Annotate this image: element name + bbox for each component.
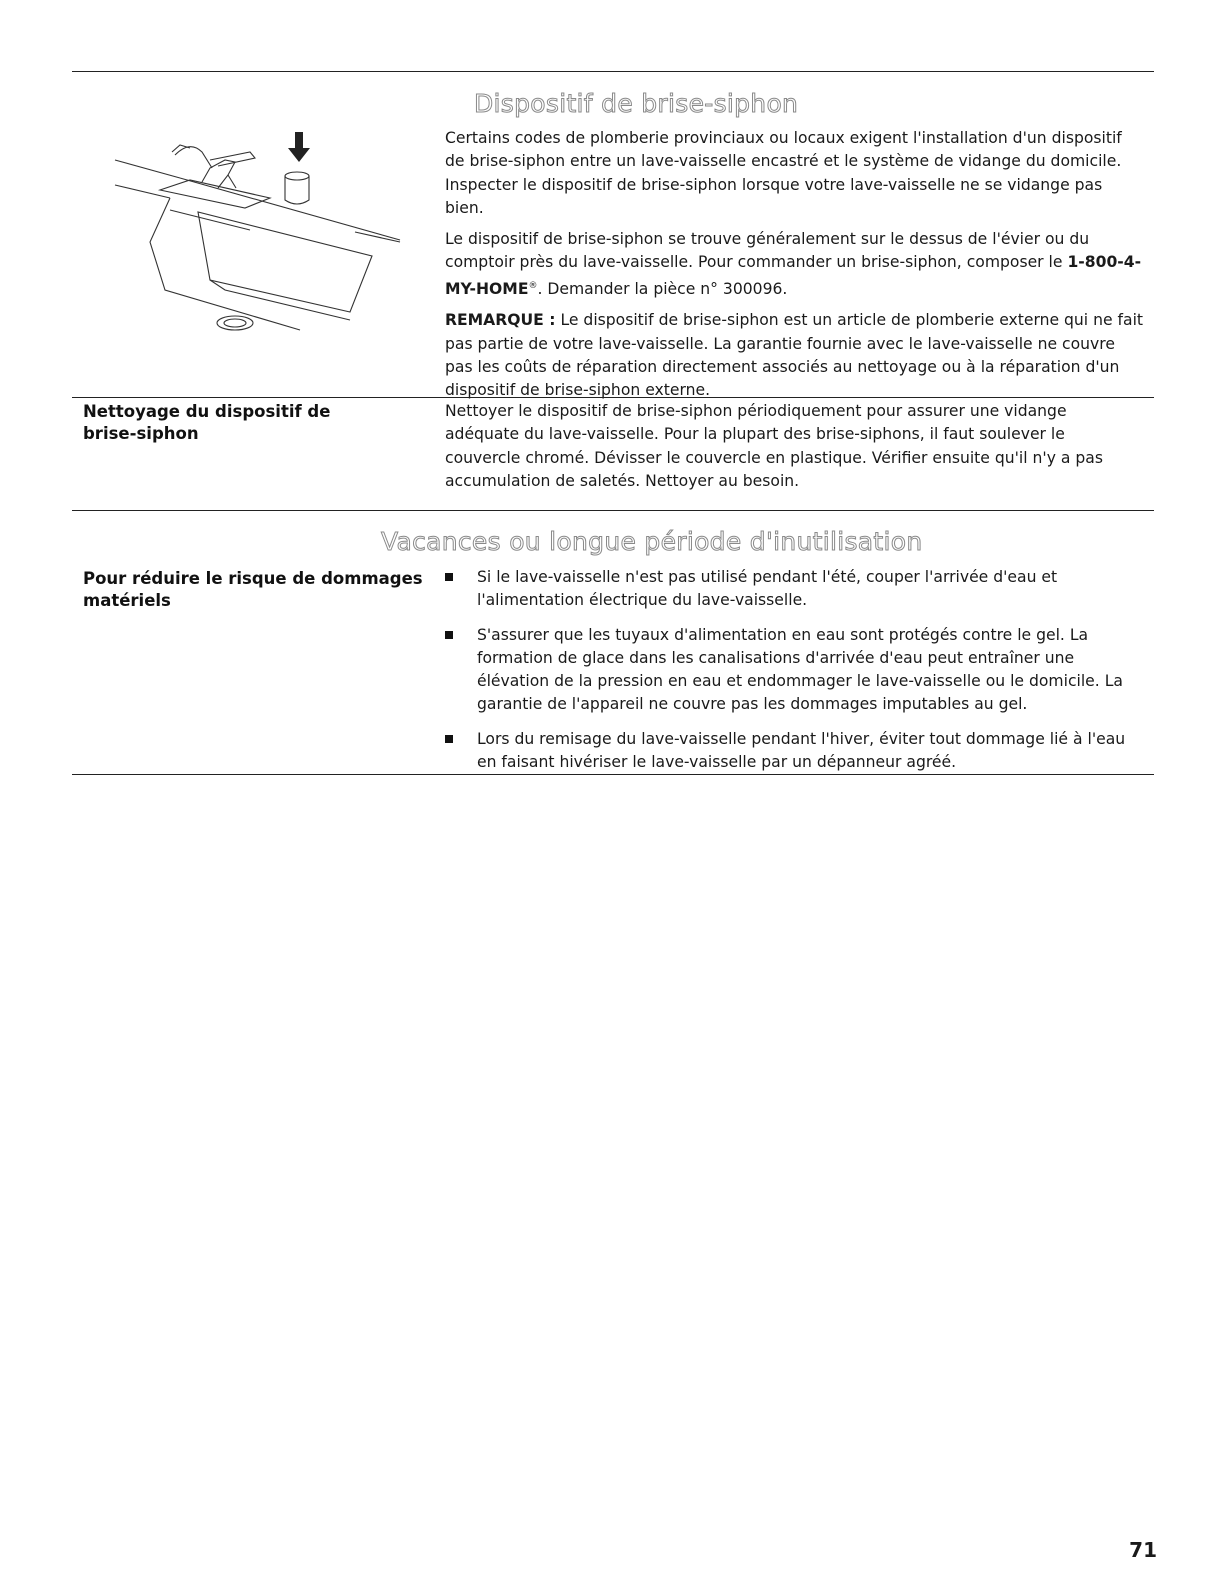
note-paragraph: [445, 309, 1145, 402]
air-gap-para-2: [445, 228, 1145, 301]
air-gap-description: [445, 127, 1145, 410]
section-title-air-gap: Dispositif de brise-siphon: [474, 89, 799, 118]
vacation-rule: [72, 510, 1154, 511]
note-text: Le dispositif de brise-siphon est un article de plomberie externe qui ne fait pas partie de votre lave-vaisselle. La garantie fournie avec le lave-vaisselle ne couvre pas les coûts de réparation directement associés au nettoyage ou à la réparation d'un dispositif de brise-siphon externe.: [445, 311, 1144, 400]
top-rule: [72, 71, 1154, 72]
page-number: 71: [1129, 1538, 1157, 1562]
bullet-square-icon: [445, 735, 453, 743]
cleaning-description: [445, 400, 1145, 501]
air-gap-para-1: Certains codes de plomberie provinciaux ou locaux exigent l'installation d'un dispositif de brise-siphon entre un lave-vaisselle encastré et le système de vidange du domicile. Inspecter le dispositif de brise-siphon lorsque votre lave-vaisselle ne se vidange pas bien.: [445, 129, 1122, 217]
vacation-bullets: [445, 566, 1145, 785]
bullet-text: S'assurer que les tuyaux d'alimentation en eau sont protégés contre le gel. La formation de glace dans les canalisations d'arrivée d'eau peut entraîner une élévation de la pression en eau et endommager le lave-vaisselle ou le domicile. La garantie de l'appareil ne couvre pas les dommages imputables au gel.: [477, 625, 1123, 714]
cleaning-heading: Nettoyage du dispositif de brise-siphon: [83, 402, 331, 443]
section-title-vacation: Vacances ou longue période d'inutilisation: [381, 527, 923, 556]
registered-mark: ®: [528, 280, 538, 291]
bullet-square-icon: [445, 631, 453, 639]
bullet-text: Lors du remisage du lave-vaisselle pendant l'hiver, éviter tout dommage lié à l'eau en faisant hivériser le lave-vaisselle par un dépanneur agréé.: [477, 729, 1126, 772]
bullet-text: Si le lave-vaisselle n'est pas utilisé pendant l'été, couper l'arrivée d'eau et l'alimentation électrique du lave-vaisselle.: [477, 568, 1058, 610]
air-gap-para-2-text: Le dispositif de brise-siphon se trouve généralement sur le dessus de l'évier ou du comptoir près du lave-vaisselle. Pour commander un brise-siphon, composer le: [445, 230, 1090, 272]
bottom-rule: [72, 774, 1154, 775]
cleaning-rule: [72, 397, 1154, 398]
note-label: REMARQUE :: [445, 311, 556, 330]
list-item: [445, 566, 1145, 613]
phone-number: 1-800-4-MY-HOME: [445, 253, 1142, 298]
list-item: [445, 728, 1145, 775]
sink-air-gap-illustration: [110, 130, 410, 350]
vacation-heading: Pour réduire le risque de dommages matériels: [83, 569, 423, 610]
bullet-square-icon: [445, 573, 453, 581]
list-item: [445, 624, 1145, 717]
part-number-text: . Demander la pièce n° 300096.: [537, 279, 788, 298]
cleaning-text: Nettoyer le dispositif de brise-siphon périodiquement pour assurer une vidange adéquate du lave-vaisselle. Pour la plupart des brise-siphons, il faut soulever le couvercle chromé. Dévisser le couvercle en plastique. Vérifier ensuite qu'il n'y a pas accumulation de saletés. Nettoyer au besoin.: [445, 402, 1103, 490]
